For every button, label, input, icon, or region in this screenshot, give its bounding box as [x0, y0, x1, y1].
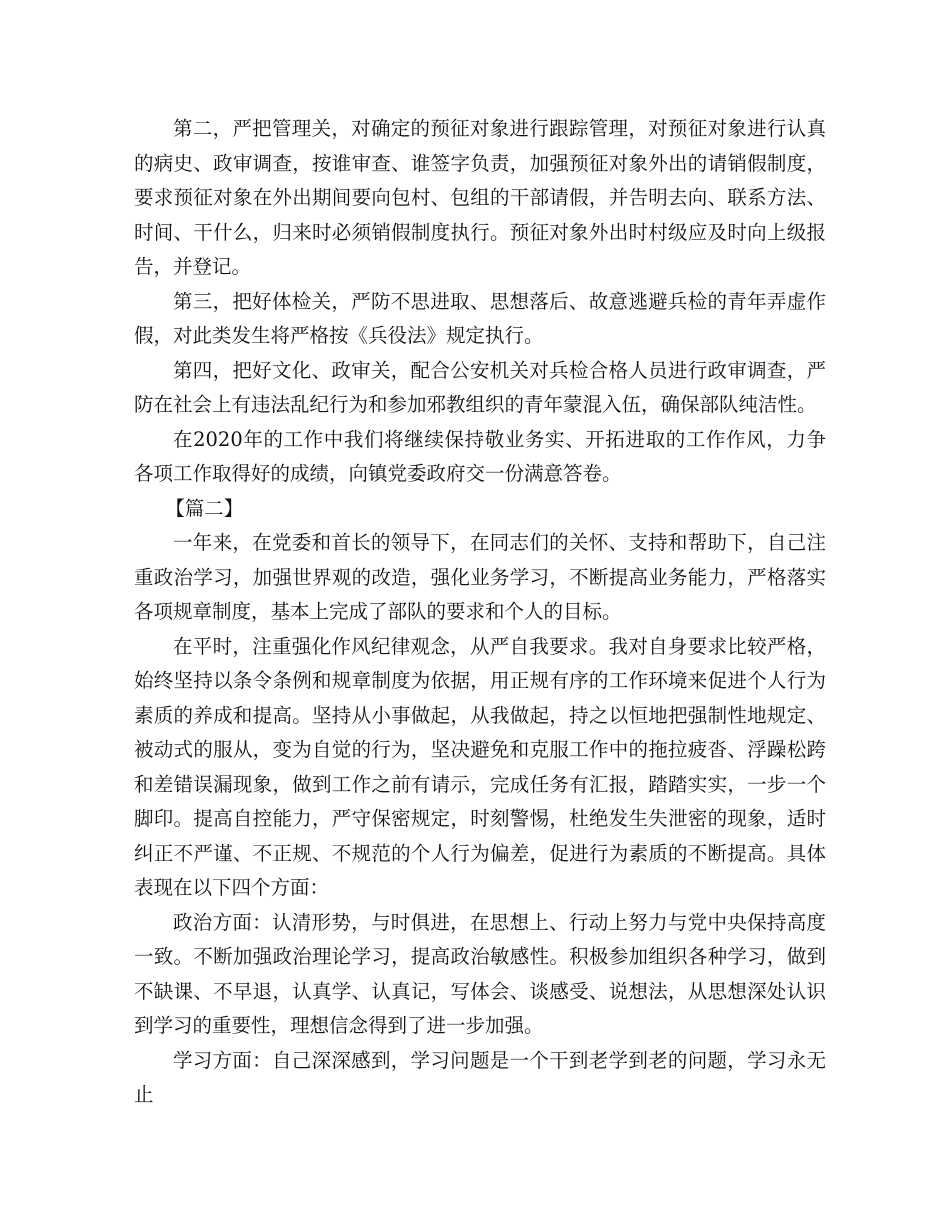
section-heading: 【篇二】	[165, 496, 244, 520]
paragraph-study-aspect: 学习方面：自己深深感到，学习问题是一个干到老学到老的问题，学习永无止	[134, 1048, 826, 1106]
paragraph-management: 第二，严把管理关，对确定的预征对象进行跟踪管理，对预征对象进行认真的病史、政审调查，按谁审查、谁签字负责，加强预征对象外出的请销假制度，要求预征对象在外出期间要向包村、包组的干部请假，并告明去向、联系方法、时间、干什么，归来时必须销假制度执行。预征对象外出时村级应及时向上级报告，并登记。	[134, 117, 826, 278]
paragraph-2020-plan: 在2020年的工作中我们将继续保持敬业务实、开拓进取的工作作风，力争各项工作取得好的成绩，向镇党委政府交一份满意答卷。	[134, 427, 826, 485]
paragraph-discipline: 在平时，注重强化作风纪律观念，从严自我要求。我对自身要求比较严格，始终坚持以条令条例和规章制度为依据，用正规有序的工作环境来促进个人行为素质的养成和提高。坚持从小事做起，从我做起，持之以恒地把强制性地规定、被动式的服从，变为自觉的行为，坚决避免和克服工作中的拖拉疲沓、浮躁松跨和差错误漏现象，做到工作之前有请示，完成任务有汇报，踏踏实实，一步一个脚印。提高自控能力，严守保密规定，时刻警惕，杜绝发生失泄密的现象，适时纠正不严谨、不正规、不规范的个人行为偏差，促进行为素质的不断提高。具体表现在以下四个方面：	[134, 634, 826, 899]
document-body	[134, 112, 826, 1113]
paragraph-physical-exam: 第三，把好体检关，严防不思进取、思想落后、故意逃避兵检的青年弄虚作假，对此类发生将严格按《兵役法》规定执行。	[134, 289, 826, 347]
paragraph-political-review: 第四，把好文化、政审关，配合公安机关对兵检合格人员进行政审调查，严防在社会上有违法乱纪行为和参加邪教组织的青年蒙混入伍，确保部队纯洁性。	[134, 358, 826, 416]
paragraph-political-aspect: 政治方面：认清形势，与时俱进，在思想上、行动上努力与党中央保持高度一致。不断加强政治理论学习，提高政治敏感性。积极参加组织各种学习，做到不缺课、不早退，认真学、认真记，写体会、谈感受、说想法，从思想深处认识到学习的重要性，理想信念得到了进一步加强。	[134, 910, 826, 1037]
paragraph-year-summary: 一年来，在党委和首长的领导下，在同志们的关怀、支持和帮助下，自己注重政治学习，加强世界观的改造，强化业务学习，不断提高业务能力，严格落实各项规章制度，基本上完成了部队的要求和个人的目标。	[134, 531, 826, 623]
